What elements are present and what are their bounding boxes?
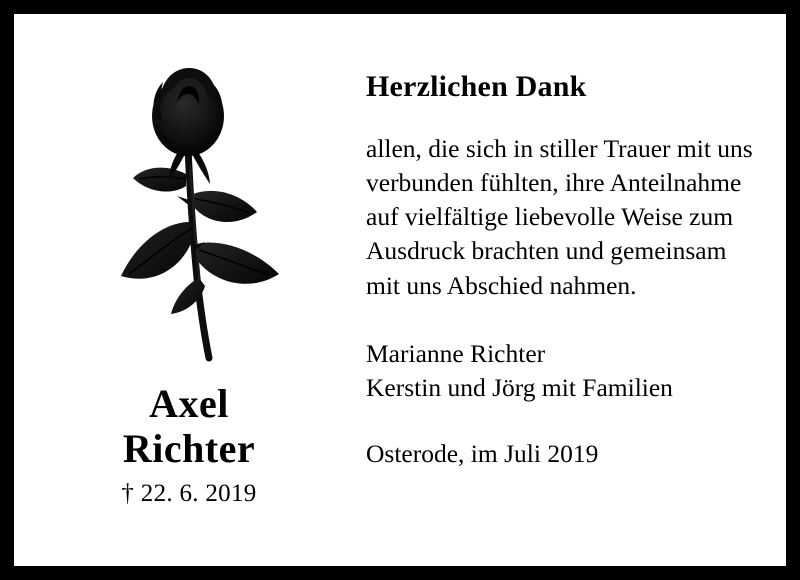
thanks-body: allen, die sich in stiller Trauer mit uns verbunden fühlten, ihre Anteilnahme auf vielfältige liebevolle Weise zum Ausdruck brachten und gemeinsam mit uns Abschied nahmen. bbox=[366, 134, 753, 300]
deceased-first-name: Axel bbox=[149, 381, 229, 426]
rose-icon bbox=[59, 46, 319, 376]
signature-line: Marianne Richter bbox=[366, 338, 546, 368]
death-date: † 22. 6. 2019 bbox=[121, 479, 257, 507]
deceased-block bbox=[34, 382, 344, 508]
deceased-last-name: Richter bbox=[122, 425, 256, 471]
obituary-content bbox=[14, 14, 786, 566]
place-and-date: Osterode, im Juli 2019 bbox=[366, 439, 599, 469]
signature-block bbox=[366, 337, 766, 405]
left-column bbox=[34, 28, 344, 552]
thanks-heading: Herzlichen Dank bbox=[366, 70, 587, 103]
right-column bbox=[344, 28, 766, 552]
signature-line: Kerstin und Jörg mit Familien bbox=[366, 372, 673, 402]
